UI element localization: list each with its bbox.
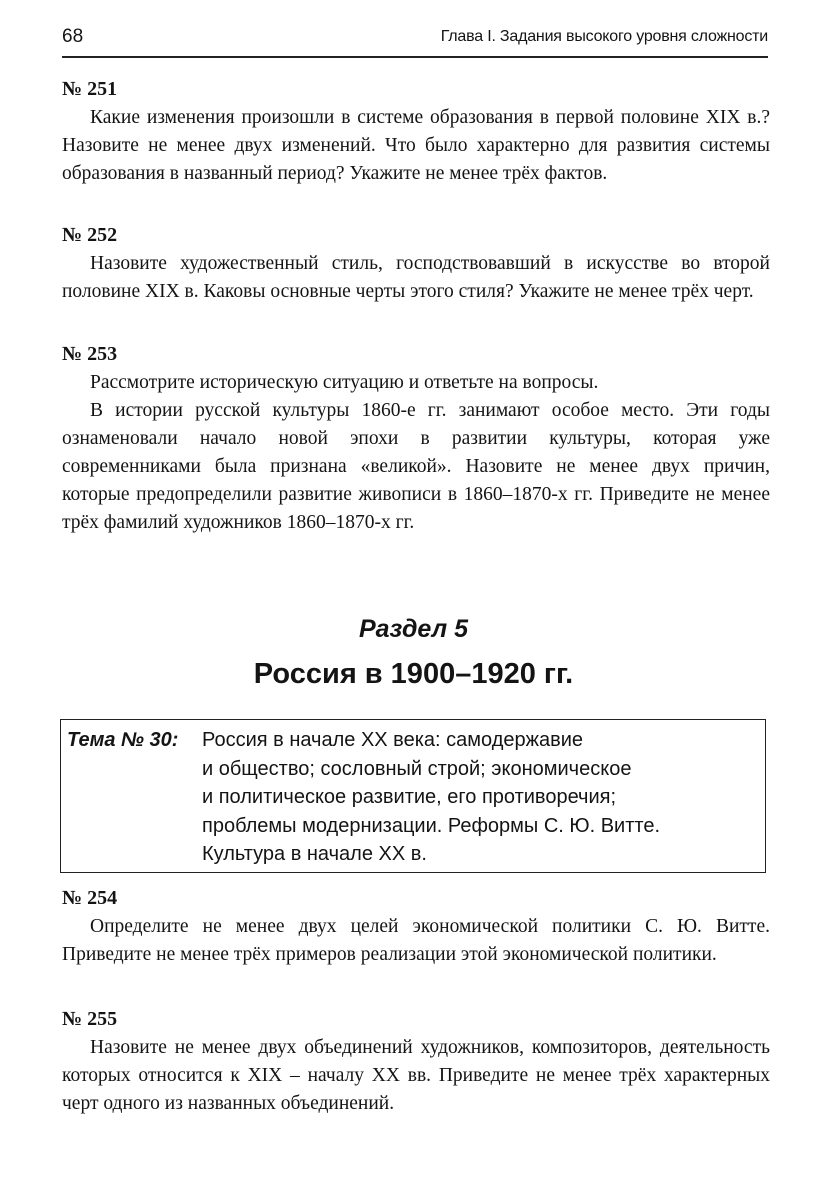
section-label: Раздел 5 — [358, 615, 469, 643]
theme-label: Тема № 30: — [67, 729, 179, 751]
task-number: № 252 — [62, 224, 118, 246]
task-text: Определите не менее двух целей экономической политики С. Ю. Витте. Приведите не менее трёх примеров реализации этой экономической политики. — [62, 916, 770, 965]
task-255 — [62, 1006, 770, 1118]
task-text: Рассмотрите историческую ситуацию и ответьте на вопросы. — [90, 372, 599, 393]
theme-box — [60, 719, 766, 873]
task-text: В истории русской культуры 1860-е гг. занимают особое место. Эти годы ознаменовали начало новой эпохи в развитии культуры, которая уже современниками была признана «великой». Назовите не менее двух причин, которые предопределили развитие живописи в 1860–1870-х гг. Приведите не менее трёх фамилий художников 1860–1870-х гг. — [62, 400, 770, 533]
task-253 — [62, 341, 770, 537]
task-number: № 253 — [62, 343, 118, 365]
page-number: 68 — [62, 26, 84, 47]
section-heading — [0, 612, 827, 694]
task-254 — [62, 885, 770, 969]
page-header — [62, 22, 768, 58]
task-number: № 255 — [62, 1008, 118, 1030]
task-text: Назовите художественный стиль, господствовавший в искусстве во второй половине XIX в. Каковы основные черты этого стиля? Укажите не менее трёх черт. — [62, 253, 770, 302]
task-251 — [62, 76, 770, 188]
task-text: Назовите не менее двух объединений художников, композиторов, деятельность которых относится к XIX – началу XX вв. Приведите не менее трёх характерных черт одного из названных объединений. — [62, 1037, 770, 1114]
task-number: № 254 — [62, 887, 118, 909]
task-text: Какие изменения произошли в системе образования в первой половине XIX в.? Назовите не менее двух изменений. Что было характерно для развития системы образования в названный период? Укажите не менее трёх фактов. — [62, 107, 770, 184]
section-title: Россия в 1900–1920 гг. — [253, 658, 574, 690]
chapter-title: Глава I. Задания высокого уровня сложности — [440, 28, 768, 45]
task-252 — [62, 222, 770, 306]
task-number: № 251 — [62, 78, 118, 100]
theme-text: Россия в начале XX века: самодержавие и общество; сословный строй; экономическое и политическое развитие, его противоречия; проблемы модернизации. Реформы С. Ю. Витте. Культура в начале XX в. — [202, 729, 661, 865]
